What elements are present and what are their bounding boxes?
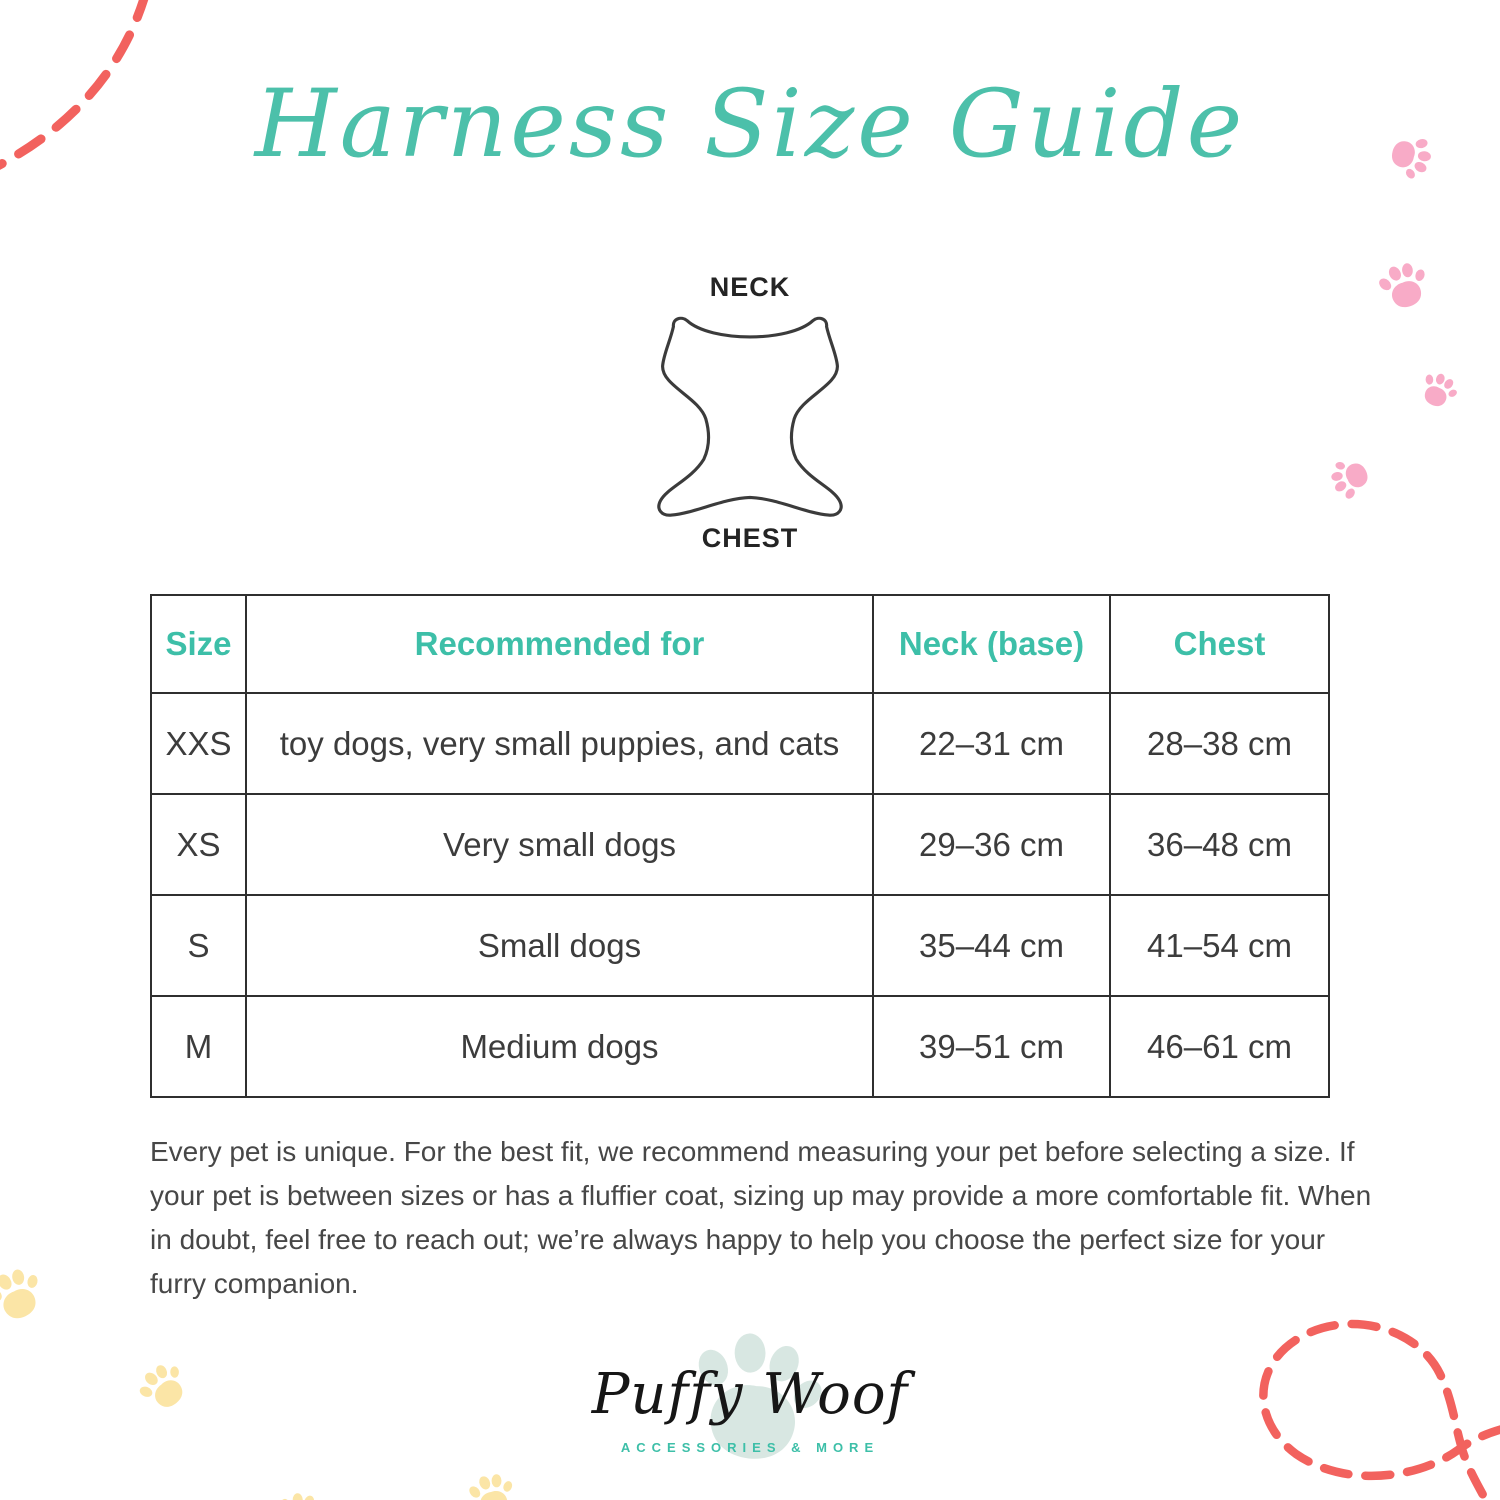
cell-chest: 28–38 cm (1110, 693, 1329, 794)
neck-label: NECK (709, 272, 791, 302)
cell-size: M (151, 996, 246, 1097)
cell-recommended: Medium dogs (246, 996, 873, 1097)
cell-neck: 35–44 cm (873, 895, 1110, 996)
cell-size: XXS (151, 693, 246, 794)
cell-recommended: toy dogs, very small puppies, and cats (246, 693, 873, 794)
col-header-neck: Neck (base) (873, 595, 1110, 693)
cell-recommended: Very small dogs (246, 794, 873, 895)
harness-outline-icon (637, 305, 863, 521)
table-header-row (151, 595, 1329, 693)
harness-diagram (0, 272, 1500, 554)
page-title: Harness Size Guide (254, 70, 1246, 179)
col-header-size: Size (151, 595, 246, 693)
col-header-recommended: Recommended for (246, 595, 873, 693)
chest-label: CHEST (701, 523, 799, 553)
paw-print-icon (0, 1260, 52, 1328)
cell-recommended: Small dogs (246, 895, 873, 996)
cell-neck: 22–31 cm (873, 693, 1110, 794)
table-row (151, 996, 1329, 1097)
cell-chest: 41–54 cm (1110, 895, 1329, 996)
paw-print-icon (464, 1468, 520, 1500)
cell-chest: 36–48 cm (1110, 794, 1329, 895)
table-row (151, 895, 1329, 996)
cell-size: S (151, 895, 246, 996)
col-header-chest: Chest (1110, 595, 1329, 693)
table-row (151, 693, 1329, 794)
sizing-note: Every pet is unique. For the best fit, we recommend measuring your pet before selecting a size. If your pet is between sizes or has a fluffier coat, sizing up may provide a more comfortable fit. When in doubt, feel free to reach out; we’re always happy to help you choose the perfect size for your furry companion. (150, 1136, 1372, 1299)
cell-size: XS (151, 794, 246, 895)
brand-tagline: ACCESSORIES & MORE (620, 1440, 880, 1455)
brand-name: Puffy Woof (591, 1362, 909, 1427)
table-row (151, 794, 1329, 895)
cell-neck: 39–51 cm (873, 996, 1110, 1097)
cell-chest: 46–61 cm (1110, 996, 1329, 1097)
cell-neck: 29–36 cm (873, 794, 1110, 895)
paw-print-icon (277, 1491, 325, 1500)
size-table (150, 594, 1330, 1098)
